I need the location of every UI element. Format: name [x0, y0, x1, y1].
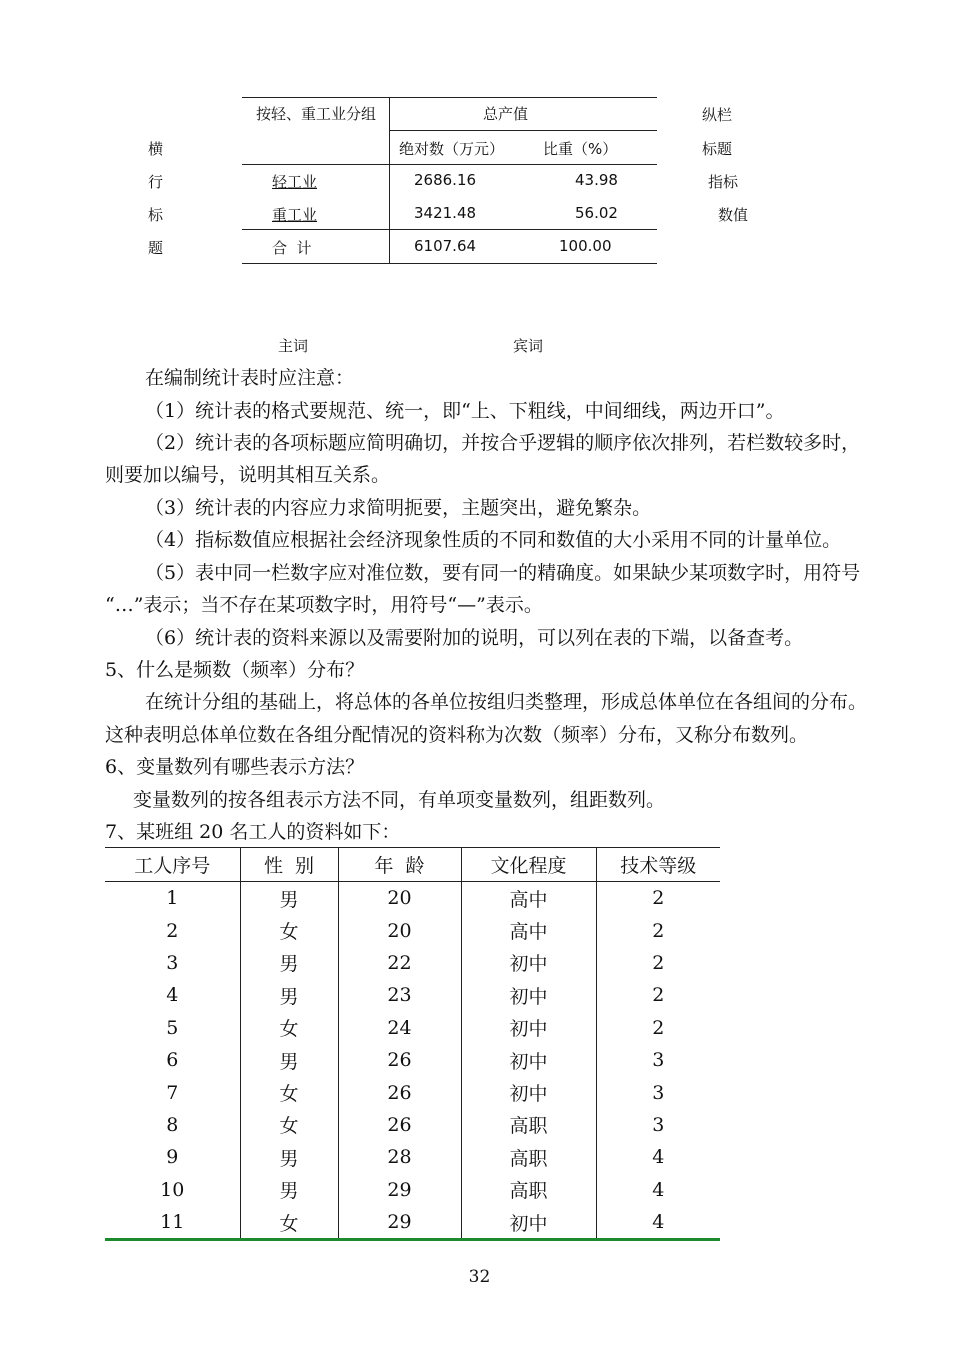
paragraph: （6）统计表的资料来源以及需要附加的说明，可以列在表的下端，以备查考。	[145, 627, 804, 649]
table-cell: 29	[338, 1174, 461, 1206]
table-cell: 20	[338, 914, 461, 946]
subject-label: 主词	[278, 337, 309, 355]
column-header: 性 别	[240, 848, 338, 882]
column-header: 技术等级	[596, 848, 720, 882]
table-cell: 女	[240, 1076, 338, 1108]
table-cell: 男	[240, 947, 338, 979]
diagram-total-rule	[242, 229, 657, 230]
diagram-bottom-rule	[242, 263, 657, 264]
paragraph: （4）指标数值应根据社会经济现象性质的不同和数值的大小采用不同的计量单位。	[145, 529, 842, 551]
table-cell: 初中	[461, 1012, 596, 1044]
table-cell: 初中	[461, 979, 596, 1011]
table-cell: 6	[166, 1049, 179, 1072]
table-cell: 男	[240, 1141, 338, 1173]
diagram-row-abs: 2686.16	[414, 171, 477, 189]
predicate-label: 宾词	[513, 337, 544, 355]
table-cell: 2	[596, 882, 720, 915]
table-header-row	[105, 848, 720, 882]
table-cell: 20	[338, 882, 461, 915]
paragraph: “…”表示；当不存在某项数字时，用符号“—”表示。	[105, 594, 543, 616]
table-cell: 男	[240, 1174, 338, 1206]
table-cell: 2	[596, 1012, 720, 1044]
table-cell: 高职	[461, 1141, 596, 1173]
paragraph: 在编制统计表时应注意：	[145, 367, 355, 389]
table-row	[105, 1044, 720, 1076]
row-side-label-4: 题	[148, 239, 164, 257]
workers-table	[105, 847, 720, 1241]
table-cell: 8	[166, 1113, 179, 1136]
diagram-group-header: 按轻、重工业分组	[256, 105, 377, 123]
table-cell: 3	[596, 1044, 720, 1076]
table-cell: 高中	[461, 882, 596, 915]
table-cell: 26	[338, 1109, 461, 1141]
row-side-label-1: 横	[148, 140, 164, 158]
paragraph: （1）统计表的格式要规范、统一，即“上、下粗线，中间细线，两边开口”。	[145, 400, 785, 422]
paragraph: 则要加以编号，说明其相互关系。	[105, 464, 391, 486]
row-side-label-2: 行	[148, 173, 164, 191]
table-body	[105, 882, 720, 1240]
right-label-column-title-2: 标题	[702, 140, 733, 158]
table-cell: 女	[240, 914, 338, 946]
table-cell: 4	[596, 1206, 720, 1240]
diagram-row-name: 重工业	[272, 206, 318, 224]
table-cell: 11	[105, 1206, 240, 1240]
diagram-row-abs: 6107.64	[414, 237, 477, 255]
table-row	[105, 914, 720, 946]
paragraph: 变量数列的按各组表示方法不同，有单项变量数列，组距数列。	[133, 789, 666, 811]
table-cell: 26	[338, 1044, 461, 1076]
table-cell: 2	[596, 914, 720, 946]
page-number: 32	[468, 1267, 491, 1287]
diagram-row-name: 合 计	[272, 239, 312, 257]
diagram-row-pct: 56.02	[575, 204, 618, 222]
diagram-top-rule	[242, 97, 657, 98]
diagram-abs-header: 绝对数（万元）	[399, 140, 505, 158]
paragraph: （3）统计表的内容应力求简明扼要，主题突出，避免繁杂。	[145, 497, 652, 519]
table-cell: 9	[166, 1146, 179, 1169]
table-cell: 初中	[461, 1044, 596, 1076]
diagram-row-name: 轻工业	[272, 173, 318, 191]
table-cell: 10	[160, 1178, 185, 1201]
right-label-column-title-1: 纵栏	[702, 106, 733, 124]
row-side-label-3: 标	[148, 206, 164, 224]
diagram-header-rule	[242, 164, 657, 165]
table-row	[105, 979, 720, 1011]
question-heading: 7、某班组 20 名工人的资料如下：	[105, 821, 401, 843]
table-row	[105, 1109, 720, 1141]
table-cell: 2	[596, 947, 720, 979]
question-heading: 5、什么是频数（频率）分布？	[105, 659, 365, 681]
table-cell: 24	[338, 1012, 461, 1044]
table-row	[105, 947, 720, 979]
table-cell: 23	[338, 979, 461, 1011]
table-cell: 4	[166, 984, 179, 1007]
table-cell: 女	[240, 1012, 338, 1044]
table-cell: 初中	[461, 1076, 596, 1108]
diagram-divider	[389, 97, 390, 263]
diagram-total-header: 总产值	[483, 105, 529, 123]
diagram-row-pct: 43.98	[575, 171, 618, 189]
table-cell: 女	[240, 1109, 338, 1141]
table-cell: 5	[166, 1016, 179, 1039]
table-cell: 3	[166, 951, 179, 974]
table-cell: 4	[596, 1174, 720, 1206]
table-row	[105, 1206, 720, 1240]
table-row	[105, 1174, 720, 1206]
paragraph: 这种表明总体单位数在各组分配情况的资料称为次数（频率）分布，又称分布数列。	[105, 724, 809, 746]
column-header: 文化程度	[461, 848, 596, 882]
table-cell: 22	[338, 947, 461, 979]
column-header: 年 龄	[338, 848, 461, 882]
table-row	[105, 1076, 720, 1108]
column-header: 工人序号	[105, 848, 240, 882]
table-cell: 高职	[461, 1174, 596, 1206]
table-cell: 1	[166, 887, 179, 910]
table-row	[105, 1012, 720, 1044]
table-cell: 高中	[461, 914, 596, 946]
table-cell: 初中	[461, 947, 596, 979]
table-cell: 7	[166, 1081, 179, 1104]
diagram-subheader-rule	[389, 130, 657, 131]
table-cell: 女	[240, 1206, 338, 1240]
paragraph: （5）表中同一栏数字应对准位数，要有同一的精确度。如果缺少某项数字时，用符号	[145, 562, 861, 584]
table-cell: 男	[240, 979, 338, 1011]
right-label-value: 数值	[718, 206, 749, 224]
table-cell: 4	[596, 1141, 720, 1173]
table-cell: 2	[166, 919, 179, 942]
diagram-row-pct: 100.00	[559, 237, 612, 255]
table-cell: 男	[240, 1044, 338, 1076]
table-row	[105, 882, 720, 915]
diagram-row-abs: 3421.48	[414, 204, 477, 222]
table-cell: 高职	[461, 1109, 596, 1141]
table-cell: 29	[338, 1206, 461, 1240]
table-row	[105, 1141, 720, 1173]
question-heading: 6、变量数列有哪些表示方法？	[105, 756, 365, 778]
table-cell: 3	[596, 1109, 720, 1141]
right-label-indicator: 指标	[708, 173, 739, 191]
table-cell: 3	[596, 1076, 720, 1108]
paragraph: （2）统计表的各项标题应简明确切，并按合乎逻辑的顺序依次排列，若栏数较多时，	[145, 432, 861, 454]
table-cell: 28	[338, 1141, 461, 1173]
table-cell: 2	[596, 979, 720, 1011]
table-cell: 初中	[461, 1206, 596, 1240]
paragraph: 在统计分组的基础上，将总体的各单位按组归类整理，形成总体单位在各组间的分布。	[145, 691, 868, 713]
table-cell: 男	[240, 882, 338, 915]
table-cell: 26	[338, 1076, 461, 1108]
diagram-pct-header: 比重（%）	[543, 140, 618, 158]
